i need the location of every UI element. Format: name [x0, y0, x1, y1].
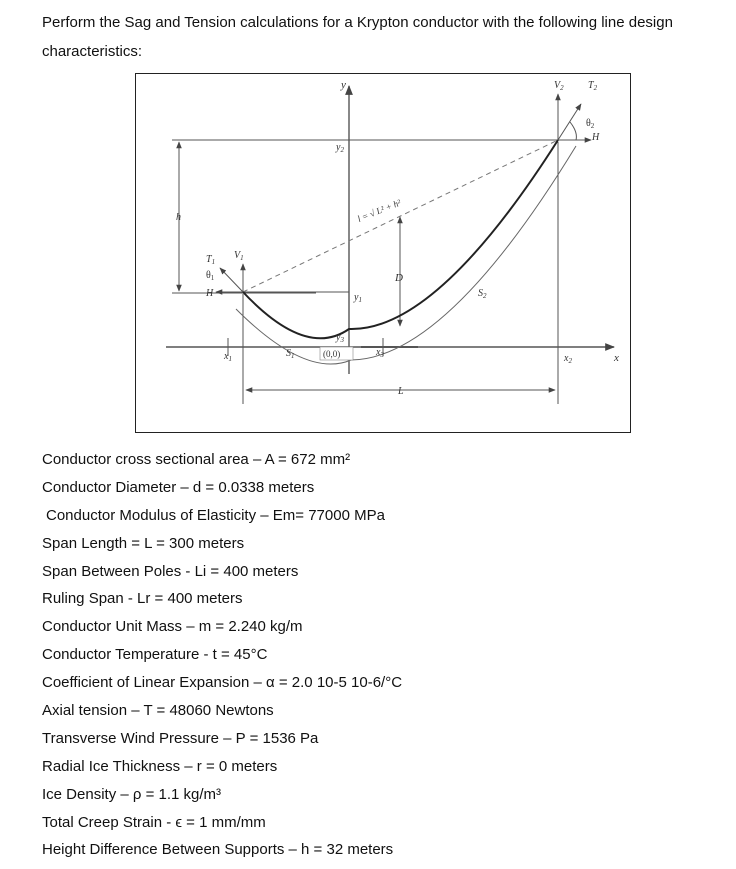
chord-length-label: l = √ L² + h²	[356, 197, 403, 224]
arc-length-offset	[236, 146, 576, 364]
sag-tension-diagram	[135, 73, 631, 433]
left-tension-vector	[220, 268, 243, 292]
v1-label: $V_1$	[234, 250, 244, 262]
h2-label: H	[592, 132, 600, 143]
y2-label: $y_2$	[336, 142, 344, 154]
x-axis-label: x	[614, 352, 619, 364]
param-unit-mass: Conductor Unit Mass – m = 2.240 kg/m	[42, 618, 303, 636]
param-span-between-poles: Span Between Poles - Li = 400 meters	[42, 562, 299, 580]
x1-label: $x_1$	[224, 351, 232, 363]
param-cross-section: Conductor cross sectional area – A = 672 mm²	[42, 451, 351, 468]
right-tension-vector	[558, 104, 581, 140]
h1-label: H	[206, 288, 214, 299]
origin-label: (0,0)	[323, 349, 341, 359]
param-diameter: Conductor Diameter – d = 0.0338 meters	[42, 478, 315, 496]
param-temperature: Conductor Temperature - t = 45°C	[42, 646, 268, 664]
d-label: D	[395, 272, 403, 284]
h-label: h	[176, 212, 181, 223]
l-label: L	[398, 386, 404, 397]
y1-label: $y_1$	[354, 292, 362, 304]
param-ice-thickness: Radial Ice Thickness – r = 0 meters	[42, 757, 278, 775]
param-span-length: Span Length = L = 300 meters	[42, 534, 245, 552]
t1-label: $T_1$	[206, 254, 216, 266]
param-ruling-span: Ruling Span - Lr = 400 meters	[42, 590, 243, 608]
param-wind-pressure: Transverse Wind Pressure – P = 1536 Pa	[42, 729, 319, 747]
param-modulus: Conductor Modulus of Elasticity – Em= 77000 MPa	[46, 506, 385, 524]
theta2-label: $\theta_2$	[586, 118, 595, 130]
x3-label: $x_3$	[376, 347, 384, 359]
param-expansion-coefficient: Coefficient of Linear Expansion – α = 2.0 10-5 10-6/°C	[42, 674, 403, 692]
param-axial-tension: Axial tension – T = 48060 Newtons	[42, 702, 274, 720]
y3-label: $y_3$	[336, 332, 344, 344]
theta1-label: $\theta_1$	[206, 270, 215, 282]
t2-label: $T_2$	[588, 80, 598, 92]
param-height-difference: Height Difference Between Supports – h = 32 meters	[42, 841, 394, 859]
v2-label: $V_2$	[554, 80, 564, 92]
param-ice-density: Ice Density – ρ = 1.1 kg/m³	[42, 785, 222, 803]
param-creep-strain: Total Creep Strain - ϵ = 1 mm/mm	[42, 813, 266, 831]
design-parameters-list	[42, 446, 402, 864]
y-axis-label: y	[341, 79, 346, 91]
problem-statement: Perform the Sag and Tension calculations for a Krypton conductor with the following line design characteristics:	[42, 14, 673, 60]
s2-label: $S_2$	[478, 288, 487, 300]
diagram-svg	[136, 74, 632, 434]
x2-label: $x_2$	[564, 353, 572, 365]
s1-label: $S_1$	[286, 348, 295, 360]
